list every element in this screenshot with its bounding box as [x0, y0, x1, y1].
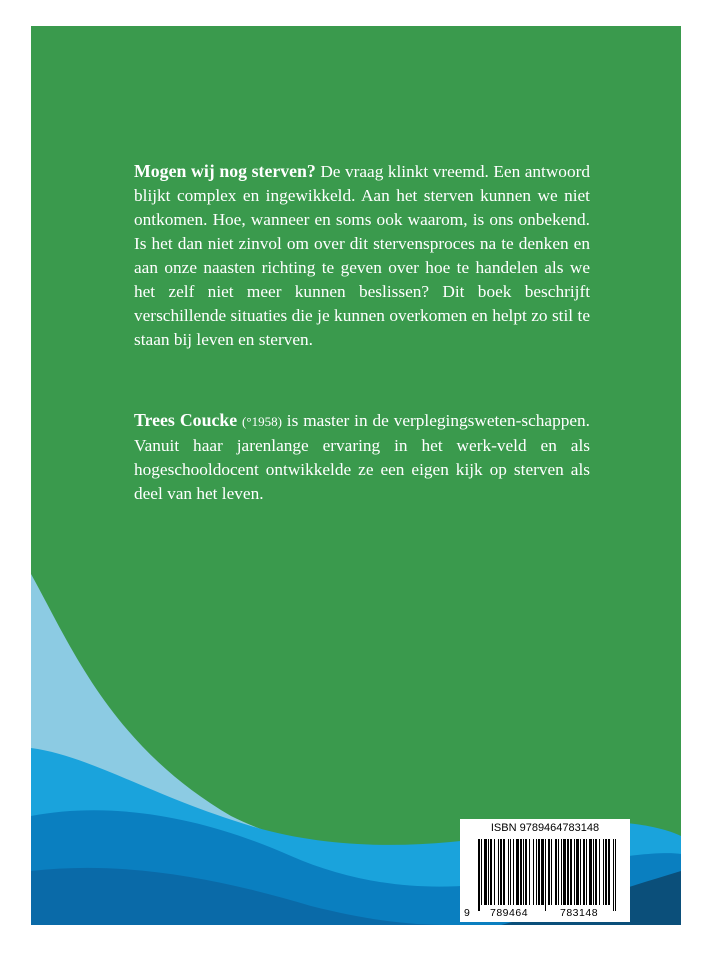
barcode-bar — [529, 839, 530, 905]
barcode-bar — [500, 839, 502, 905]
barcode-bar — [589, 839, 592, 905]
barcode-bar — [494, 839, 495, 905]
author-bio — [134, 408, 590, 506]
isbn-barcode — [460, 819, 630, 922]
barcode-bar — [488, 839, 489, 905]
barcode-bar — [567, 839, 569, 905]
barcode-bar — [548, 839, 550, 905]
barcode-bar — [605, 839, 607, 905]
back-cover — [31, 26, 681, 925]
barcode-bar — [538, 839, 540, 905]
barcode-bar — [583, 839, 585, 905]
barcode-bar — [586, 839, 587, 905]
barcode-bar — [574, 839, 575, 905]
barcode-digits-left: 789464 — [490, 907, 529, 919]
barcode-bar — [615, 839, 616, 911]
barcode-bar — [561, 839, 562, 905]
author-name: Trees Coucke — [134, 410, 238, 430]
book-blurb — [134, 159, 590, 352]
barcode-digit-first: 9 — [464, 907, 471, 919]
barcode-bar — [484, 839, 487, 905]
barcode-bar — [533, 839, 534, 905]
barcode-bar — [516, 839, 519, 905]
barcode-bar — [603, 839, 604, 905]
barcode-bar — [520, 839, 522, 905]
barcode-bar — [580, 839, 581, 905]
blurb-text: De vraag klinkt vreemd. Een antwoord blijkt complex en ingewikkeld. Aan het sterven kunnen we niet ontkomen. Hoe, wanneer en soms ook waarom, is ons onbekend. Is het dan niet zinvol om over dit stervensproces na te denken en aan onze naasten richting te geven over hoe te handelen als we het zelf niet meer kunnen beslissen? Dit boek beschrijft verschillende situaties die je kunnen overkomen en helpt zo stil te staan bij leven en sterven. — [134, 162, 590, 349]
barcode-bar — [576, 839, 579, 905]
barcode-bar — [563, 839, 566, 905]
barcode-bar — [508, 839, 509, 905]
barcode-bar — [478, 839, 480, 911]
barcode-bar — [510, 839, 511, 905]
barcode-bar — [481, 839, 482, 905]
barcode-bar — [599, 839, 600, 905]
barcode-bar — [523, 839, 524, 905]
barcode-bar — [541, 839, 544, 905]
barcode-bar — [513, 839, 514, 905]
barcode-bar — [490, 839, 492, 905]
blurb-lead: Mogen wij nog sterven? — [134, 161, 316, 181]
barcode-bar — [498, 839, 499, 905]
barcode-bar — [570, 839, 572, 905]
barcode-bar — [545, 839, 546, 911]
barcode-bar — [555, 839, 557, 905]
author-bio-text: is master in de verplegingsweten-schappen. Vanuit haar jarenlange ervaring in het werk-veld en als hogeschooldocent ontwikkelde ze een eigen kijk op sterven als deel van het leven. — [134, 411, 590, 503]
isbn-label: ISBN 9789464783148 — [490, 822, 600, 834]
author-born: (°1958) — [242, 414, 282, 429]
barcode-bar — [593, 839, 594, 905]
barcode-bars — [460, 819, 630, 922]
barcode-bar — [608, 839, 610, 905]
barcode-bar — [595, 839, 597, 905]
barcode-bar — [503, 839, 505, 905]
barcode-bar — [525, 839, 527, 905]
barcode-digits-right: 783148 — [560, 907, 599, 919]
barcode-bar — [613, 839, 614, 911]
barcode-bar — [558, 839, 559, 905]
barcode-bar — [551, 839, 552, 905]
barcode-bar — [536, 839, 537, 905]
